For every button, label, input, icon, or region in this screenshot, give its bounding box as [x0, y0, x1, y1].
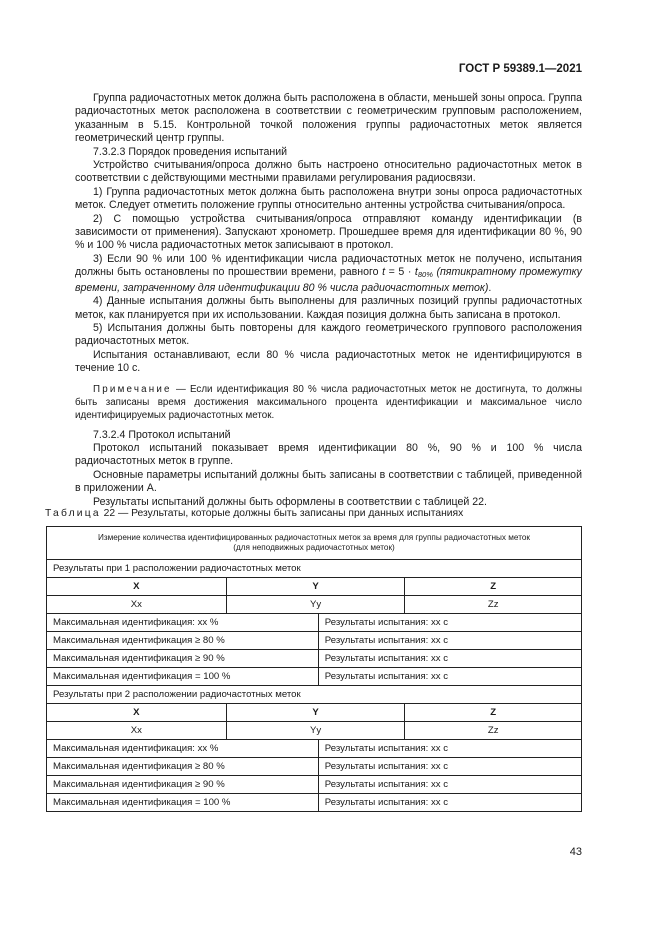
result-cell: Результаты испытания: xx c: [318, 794, 581, 812]
paragraph: Группа радиочастотных меток должна быть расположена в области, меньшей зоны опроса. Группа радиочастотных меток расположена в соответствии с геометрическим групповым расположением, указанным в 5.15. Контрольной точкой положения группы радиочастотных меток является геометрический центр группы.: [75, 92, 582, 145]
paragraph: Протокол испытаний показывает время идентификации 80 %, 90 % и 100 % числа радиочастотных меток в группе.: [75, 441, 582, 468]
table-row: [47, 794, 582, 812]
table-caption-text: 22 — Результаты, которые должны быть записаны при данных испытаниях: [103, 508, 464, 519]
table-row: [47, 650, 582, 668]
results-table: [46, 526, 582, 812]
time-variable: t: [414, 266, 418, 279]
table-row: [47, 632, 582, 650]
table-caption: [45, 508, 463, 519]
identification-cell: Максимальная идентификация ≥ 80 %: [47, 632, 319, 650]
document-code: ГОСТ Р 59389.1—2021: [458, 63, 582, 75]
result-cell: Результаты испытания: xx c: [318, 614, 581, 632]
result-cell: Результаты испытания: xx c: [318, 650, 581, 668]
column-z: Z: [405, 704, 582, 722]
result-cell: Результаты испытания: xx c: [318, 632, 581, 650]
table-row: [47, 560, 582, 578]
step-4: 4) Данные испытания должны быть выполнены для различных позиций группы радиочастотных меток, как планируется при их использовании. Каждая позиция должна быть записана в протокол.: [75, 295, 582, 321]
value-z: Zz: [405, 722, 582, 740]
paragraph: Основные параметры испытаний должны быть записаны в соответствии с таблицей, приведенной в приложении А.: [75, 468, 582, 495]
table-row: [47, 704, 582, 722]
table-row: [47, 527, 582, 560]
table-row: [47, 668, 582, 686]
table-header-line: Измерение количества идентифицированных радиочастотных меток за время для группы радиочастотных меток: [97, 533, 531, 542]
column-z: Z: [405, 578, 582, 596]
value-x: Xx: [47, 596, 227, 614]
identification-cell: Максимальная идентификация: xx %: [47, 614, 319, 632]
table-row: [47, 776, 582, 794]
table-row: [47, 758, 582, 776]
note: [75, 383, 582, 422]
table-header-line: (для неподвижных радиочастотных меток): [233, 543, 395, 552]
paragraph: Испытания останавливают, если 80 % числа радиочастотных меток не идентифицируются в течение 10 с.: [75, 348, 582, 375]
result-cell: Результаты испытания: xx c: [318, 776, 581, 794]
body-text: [75, 92, 582, 509]
step-5: 5) Испытания должны быть повторены для каждого геометрического группового расположения радиочастотных меток.: [75, 321, 582, 348]
paragraph: Устройство считывания/опроса должно быть настроено относительно радиочастотных меток в соответствии с действующими местными правилами регулирования радиосвязи.: [75, 159, 582, 185]
identification-cell: Максимальная идентификация ≥ 90 %: [47, 776, 319, 794]
step-3: 3) Если 90 % или 100 % идентификации числа радиочастотных меток не получено, испытания должны быть остановлены по прошествии времени, равного $t = 5 \cdot t_{80\%}$ (пятикратному промежутку времени, затраченному для идентификации 80 % числа радиочастотных меток).: [75, 252, 582, 294]
paragraph: Результаты испытаний должны быть оформлены в соответствии с таблицей 22.: [93, 495, 487, 508]
identification-cell: Максимальная идентификация ≥ 90 %: [47, 650, 319, 668]
time-variable: t: [382, 266, 386, 279]
table-caption-label: Таблица: [45, 508, 101, 519]
identification-cell: Максимальная идентификация = 100 %: [47, 794, 319, 812]
identification-cell: Максимальная идентификация: xx %: [47, 740, 319, 758]
table-header: [47, 527, 582, 560]
section-heading: 7.3.2.3 Порядок проведения испытаний: [93, 145, 288, 158]
table-row: [47, 722, 582, 740]
step-3-italic: (пятикратному промежутку времени, затраченному для идентификации 80 % числа радиочастотных меток): [75, 266, 582, 294]
result-cell: Результаты испытания: xx c: [318, 740, 581, 758]
table-row: [47, 686, 582, 704]
identification-cell: Максимальная идентификация ≥ 80 %: [47, 758, 319, 776]
formula-subscript: 80%: [417, 270, 433, 280]
column-y: Y: [226, 578, 405, 596]
formula: = 5 ·: [385, 266, 415, 279]
section-row: Результаты при 1 расположении радиочастотных меток: [47, 560, 582, 578]
value-y: Yy: [226, 722, 405, 740]
section-row: Результаты при 2 расположении радиочастотных меток: [47, 686, 582, 704]
table-row: [47, 614, 582, 632]
table-row: [47, 596, 582, 614]
page-number: 43: [569, 846, 582, 858]
column-y: Y: [226, 704, 405, 722]
result-cell: Результаты испытания: xx c: [318, 668, 581, 686]
step-3-text: 3) Если 90 % или 100 % идентификации числа радиочастотных меток не получено, испытания должны быть остановлены по прошествии времени, равного: [75, 252, 582, 279]
table-row: [47, 578, 582, 596]
value-y: Yy: [226, 596, 405, 614]
step-1: 1) Группа радиочастотных меток должна быть расположена внутри зоны опроса радиочастотных меток. Следует отметить положение группы относительно антенны устройства считывания/опроса.: [75, 185, 582, 212]
value-z: Zz: [405, 596, 582, 614]
step-2: 2) С помощью устройства считывания/опроса отправляют команду идентификации (в зависимости от применения). Запускают хронометр. Прошедшее время для идентификации 80 %, 90 % и 100 % числа радиочастотных меток записывают в протокол.: [75, 212, 582, 252]
note-text: — Если идентификация 80 % числа радиочастотных меток не достигнута, то должны быть записаны время достижения максимального процента идентификации и максимальное число идентифицируемых радиочастотных меток.: [75, 383, 582, 421]
column-x: X: [47, 704, 227, 722]
note-label: Примечание: [93, 383, 172, 395]
section-heading: 7.3.2.4 Протокол испытаний: [93, 428, 231, 441]
value-x: Xx: [47, 722, 227, 740]
column-x: X: [47, 578, 227, 596]
table-row: [47, 740, 582, 758]
identification-cell: Максимальная идентификация = 100 %: [47, 668, 319, 686]
result-cell: Результаты испытания: xx c: [318, 758, 581, 776]
